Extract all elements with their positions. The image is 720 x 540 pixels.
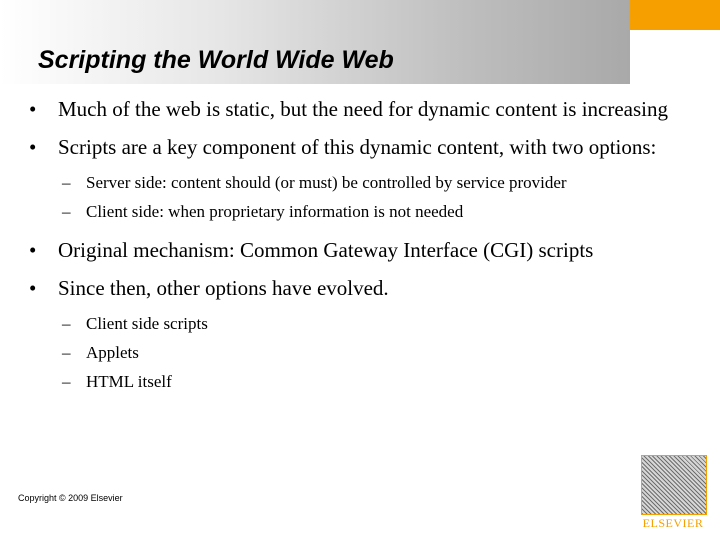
bullet-icon: • <box>29 238 37 262</box>
orange-accent-strip <box>630 0 720 30</box>
elsevier-logo <box>637 455 709 531</box>
bullet-icon: • <box>29 135 37 159</box>
copyright-notice: Copyright © 2009 Elsevier <box>18 493 123 503</box>
sub-bullet-item <box>0 371 700 393</box>
sub-bullet-item <box>0 313 700 335</box>
bullet-icon: • <box>29 276 37 300</box>
bullet-text: Since then, other options have evolved. <box>58 276 389 300</box>
dash-icon: – <box>62 343 71 362</box>
bullet-text: Scripts are a key component of this dynamic content, with two options: <box>58 135 657 159</box>
dash-icon: – <box>62 202 71 221</box>
bullet-item <box>0 134 700 160</box>
bullet-text: Much of the web is static, but the need for dynamic content is increasing <box>58 97 668 121</box>
sub-bullet-item <box>0 172 700 194</box>
bullet-icon: • <box>29 97 37 121</box>
dash-icon: – <box>62 372 71 391</box>
sub-bullet-item <box>0 342 700 364</box>
sub-bullet-group <box>0 313 700 393</box>
bullet-text: Original mechanism: Common Gateway Interface (CGI) scripts <box>58 238 594 262</box>
slide-content <box>0 96 700 400</box>
bullet-item <box>0 237 700 263</box>
sub-bullet-text: Client side scripts <box>86 314 208 333</box>
sub-bullet-text: Applets <box>86 343 139 362</box>
bullet-item <box>0 275 700 301</box>
sub-bullet-item <box>0 201 700 223</box>
sub-bullet-group <box>0 172 700 223</box>
bullet-item <box>0 96 700 122</box>
sub-bullet-text: HTML itself <box>86 372 172 391</box>
bullet-group <box>0 237 700 301</box>
slide-title: Scripting the World Wide Web <box>38 46 394 74</box>
dash-icon: – <box>62 173 71 192</box>
sub-bullet-text: Server side: content should (or must) be controlled by service provider <box>86 173 567 192</box>
logo-wordmark: ELSEVIER <box>642 516 704 530</box>
dash-icon: – <box>62 314 71 333</box>
tree-logo-icon <box>641 455 707 515</box>
sub-bullet-text: Client side: when proprietary information is not needed <box>86 202 464 221</box>
